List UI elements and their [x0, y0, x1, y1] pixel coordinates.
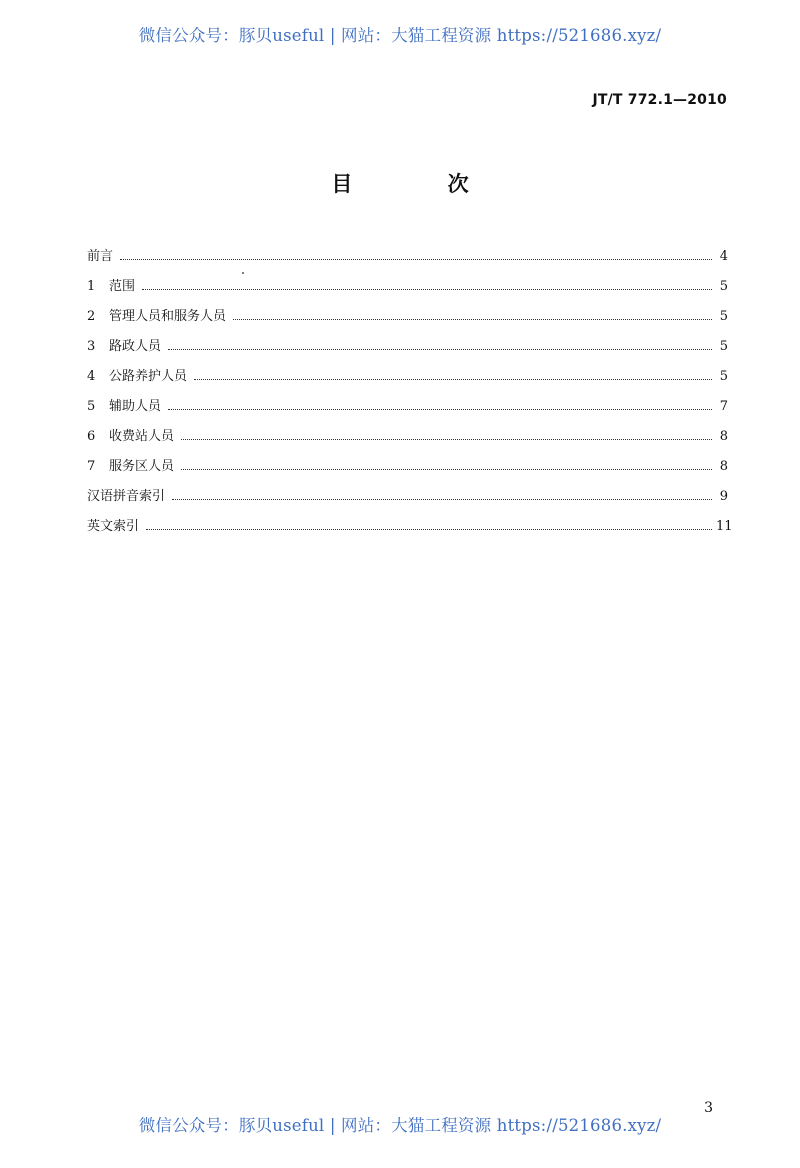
toc-entry[interactable]	[87, 335, 728, 365]
toc-leader-dots	[172, 498, 712, 500]
toc-entry-page: 5	[719, 309, 728, 324]
toc-entry-label: 前言	[87, 249, 114, 264]
toc-entry[interactable]	[87, 305, 728, 335]
toc-entry-number: 5	[87, 399, 96, 414]
toc-entry[interactable]	[87, 485, 728, 515]
toc-leader-dots	[233, 318, 712, 320]
toc-leader-dots	[168, 408, 712, 410]
toc-entry-number: 7	[87, 459, 96, 474]
watermark-bottom: 微信公众号：豚贝useful | 网站：大猫工程资源 https://521686.xyz/	[138, 1116, 662, 1135]
toc-entry[interactable]	[87, 245, 728, 275]
table-of-contents	[87, 245, 733, 545]
toc-entry-page: 4	[719, 249, 728, 264]
toc-entry-number: 3	[87, 339, 96, 354]
toc-entry-label: 路政人员	[109, 339, 162, 354]
toc-entry-page: 8	[719, 429, 728, 444]
toc-leader-dots	[168, 348, 712, 350]
toc-entry-number: 6	[87, 429, 96, 444]
toc-entry-label: 公路养护人员	[109, 369, 188, 384]
toc-entry[interactable]	[87, 365, 728, 395]
toc-entry[interactable]	[87, 425, 728, 455]
toc-entry[interactable]	[87, 395, 728, 425]
toc-entry-page: 11	[716, 519, 733, 534]
toc-leader-dots	[142, 288, 712, 290]
toc-entry-label: 范围	[109, 279, 136, 294]
toc-entry-page: 7	[719, 399, 728, 414]
toc-leader-dots	[146, 528, 712, 530]
toc-entry[interactable]	[87, 275, 728, 305]
page-title: 目 次	[331, 172, 513, 196]
toc-entry-page: 9	[719, 489, 728, 504]
toc-entry[interactable]	[87, 515, 733, 545]
toc-leader-dots	[181, 438, 712, 440]
standard-code: JT/T 772.1—2010	[592, 92, 727, 108]
toc-leader-dots	[181, 468, 712, 470]
toc-entry-page: 5	[719, 339, 728, 354]
toc-entry-page: 5	[719, 279, 728, 294]
toc-entry-label: 服务区人员	[109, 459, 175, 474]
page-number: 3	[704, 1100, 713, 1116]
toc-entry-number: 1	[87, 279, 96, 294]
toc-entry-number: 2	[87, 309, 96, 324]
toc-entry-page: 5	[719, 369, 728, 384]
toc-entry-label: 管理人员和服务人员	[109, 309, 227, 324]
toc-entry-label: 收费站人员	[109, 429, 175, 444]
toc-entry[interactable]	[87, 455, 728, 485]
toc-entry-number: 4	[87, 369, 96, 384]
toc-entry-page: 8	[719, 459, 728, 474]
watermark-top: 微信公众号：豚贝useful | 网站：大猫工程资源 https://521686.xyz/	[138, 26, 662, 45]
toc-leader-dots	[120, 258, 712, 260]
toc-leader-dots	[194, 378, 712, 380]
toc-entry-label: 汉语拼音索引	[87, 489, 166, 504]
toc-entry-label: 英文索引	[87, 519, 140, 534]
toc-entry-label: 辅助人员	[109, 399, 162, 414]
